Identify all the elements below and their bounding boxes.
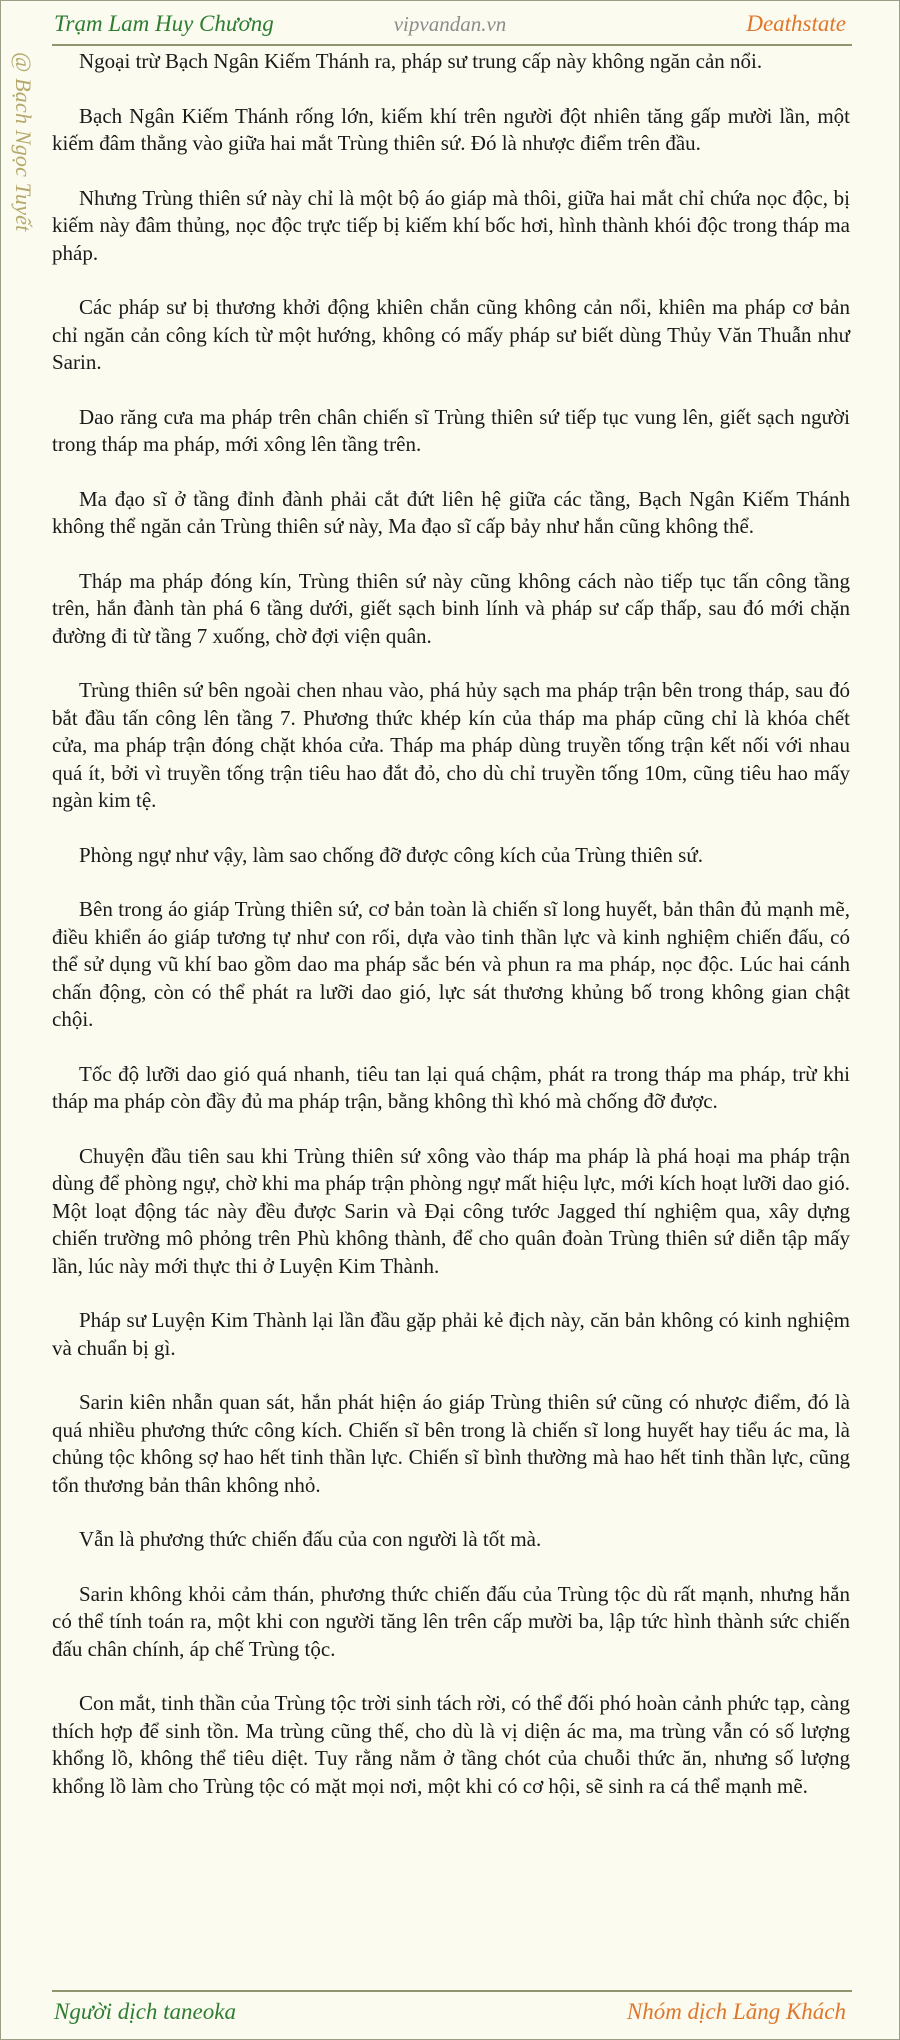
- paragraph: Trùng thiên sứ bên ngoài chen nhau vào, phá hủy sạch ma pháp trận bên trong tháp, sau đó bắt đầu tấn công lên tầng 7. Phương thức khép kín của tháp ma pháp cũng chỉ là khóa chết cửa, ma pháp trận đóng chặt khóa cửa. Tháp ma pháp dùng truyền tống trận kết nối với nhau quá ít, bởi vì truyền tống trận tiêu hao đắt đỏ, cho dù chỉ truyền tống 10m, cũng tiêu hao mấy ngàn kim tệ.: [52, 678, 850, 812]
- paragraph: Dao răng cưa ma pháp trên chân chiến sĩ Trùng thiên sứ tiếp tục vung lên, giết sạch người trong tháp ma pháp, mới xông lên tầng trên.: [52, 404, 850, 456]
- chapter-body: [52, 48, 850, 1827]
- header-divider: [52, 44, 852, 46]
- paragraph: Sarin kiên nhẫn quan sát, hắn phát hiện áo giáp Trùng thiên sứ cũng có nhược điểm, đó là quá nhiều phương thức công kích. Chiến sĩ bên trong là chiến sĩ long huyết hay tiểu ác ma, là chủng tộc không sợ hao hết tinh thần lực. Chiến sĩ bình thường mà hao hết tinh thần lực, cũng tổn thương bản thân không nhỏ.: [52, 1390, 850, 1497]
- paragraph: Pháp sư Luyện Kim Thành lại lần đầu gặp phải kẻ địch này, căn bản không có kinh nghiệm và chuẩn bị gì.: [52, 1308, 850, 1360]
- footer-translator: Người dịch taneoka: [54, 1999, 236, 2024]
- header-site: vipvandan.vn: [393, 12, 507, 36]
- paragraph: Bạch Ngân Kiếm Thánh rống lớn, kiếm khí trên người đột nhiên tăng gấp mười lần, một kiếm đâm thẳng vào giữa hai mắt Trùng thiên sứ. Đó là nhược điểm trên đầu.: [52, 103, 850, 155]
- paragraph: Bên trong áo giáp Trùng thiên sứ, cơ bản toàn là chiến sĩ long huyết, bản thân đủ mạnh mẽ, điều khiển áo giáp tương tự như con rối, dựa vào tinh thần lực và kinh nghiệm chiến đấu, có thể sử dụng vũ khí bao gồm dao ma pháp sắc bén và phun ra ma pháp, nọc độc. Lúc hai cánh chấn động, còn có thể phát ra lưỡi dao gió, lực sát thương khủng bố trong không gian chật chội.: [52, 897, 850, 1031]
- paragraph: Tháp ma pháp đóng kín, Trùng thiên sứ này cũng không cách nào tiếp tục tấn công tầng trên, hắn đành tàn phá 6 tầng dưới, giết sạch binh lính và pháp sư cấp thấp, sau đó mới chặn đường đi từ tầng 7 xuống, chờ đợi viện quân.: [52, 568, 850, 648]
- footer-group: Nhóm dịch Lăng Khách: [626, 1999, 846, 2024]
- page-header: [52, 4, 848, 44]
- paragraph: Vẫn là phương thức chiến đấu của con người là tốt mà.: [79, 1527, 542, 1551]
- header-title: Deathstate: [746, 11, 846, 36]
- paragraph: Tốc độ lưỡi dao gió quá nhanh, tiêu tan lại quá chậm, phát ra trong tháp ma pháp, trừ khi tháp ma pháp còn đầy đủ ma pháp trận, bằng không thì khó mà chống đỡ được.: [52, 1061, 850, 1113]
- footer-divider: [52, 1990, 852, 1992]
- paragraph: Con mắt, tinh thần của Trùng tộc trời sinh tách rời, có thể đối phó hoàn cảnh phức tạp, càng thích hợp để sinh tồn. Ma trùng cũng thế, cho dù là vị diện ác ma, ma trùng vẫn có số lượng khổng lồ, không thể tiêu diệt. Tuy rằng nằm ở tầng chót của chuỗi thức ăn, nhưng số lượng khổng lồ làm cho Trùng tộc có mặt mọi nơi, một khi có cơ hội, sẽ sinh ra cá thể mạnh mẽ.: [52, 1691, 850, 1798]
- paragraph: Ma đạo sĩ ở tầng đỉnh đành phải cắt đứt liên hệ giữa các tầng, Bạch Ngân Kiếm Thánh không thể ngăn cản Trùng thiên sứ này, Ma đạo sĩ cấp bảy như hắn cũng không thể.: [52, 486, 850, 538]
- paragraph: Ngoại trừ Bạch Ngân Kiếm Thánh ra, pháp sư trung cấp này không ngăn cản nổi.: [79, 49, 763, 73]
- paragraph: Các pháp sư bị thương khởi động khiên chắn cũng không cản nổi, khiên ma pháp cơ bản chỉ ngăn cản công kích từ một hướng, không có mấy pháp sư biết dùng Thủy Văn Thuẫn như Sarin.: [52, 295, 850, 374]
- paragraph: Nhưng Trùng thiên sứ này chỉ là một bộ áo giáp mà thôi, giữa hai mắt chỉ chứa nọc độc, bị kiếm này đâm thủng, nọc độc trực tiếp bị kiếm khí bốc hơi, hình thành khói độc trong tháp ma pháp.: [52, 185, 850, 265]
- page-footer: [52, 1993, 848, 2031]
- paragraph: Phòng ngự như vậy, làm sao chống đỡ được công kích của Trùng thiên sứ.: [79, 842, 703, 867]
- paragraph: Sarin không khỏi cảm thán, phương thức chiến đấu của Trùng tộc dù rất mạnh, nhưng hắn có thể tính toán ra, một khi con người tăng lên trên cấp mười ba, lập tức hình thành sức chiến đấu chân chính, áp chế Trùng tộc.: [52, 1581, 850, 1661]
- header-author: Trạm Lam Huy Chương: [54, 11, 274, 36]
- side-credit: @ Bạch Ngọc Tuyết: [11, 52, 36, 232]
- paragraph: Chuyện đầu tiên sau khi Trùng thiên sứ xông vào tháp ma pháp là phá hoại ma pháp trận dùng để phòng ngự, chờ khi ma pháp trận phòng ngự mất hiệu lực, mới kích hoạt lưỡi dao gió. Một loạt động tác này đều được Sarin và Đại công tước Jagged thí nghiệm qua, xây dựng chiến trường mô phỏng trên Phù không thành, để cho quân đoàn Trùng thiên sứ diễn tập mấy lần, lúc này mới thực thi ở Luyện Kim Thành.: [52, 1143, 850, 1278]
